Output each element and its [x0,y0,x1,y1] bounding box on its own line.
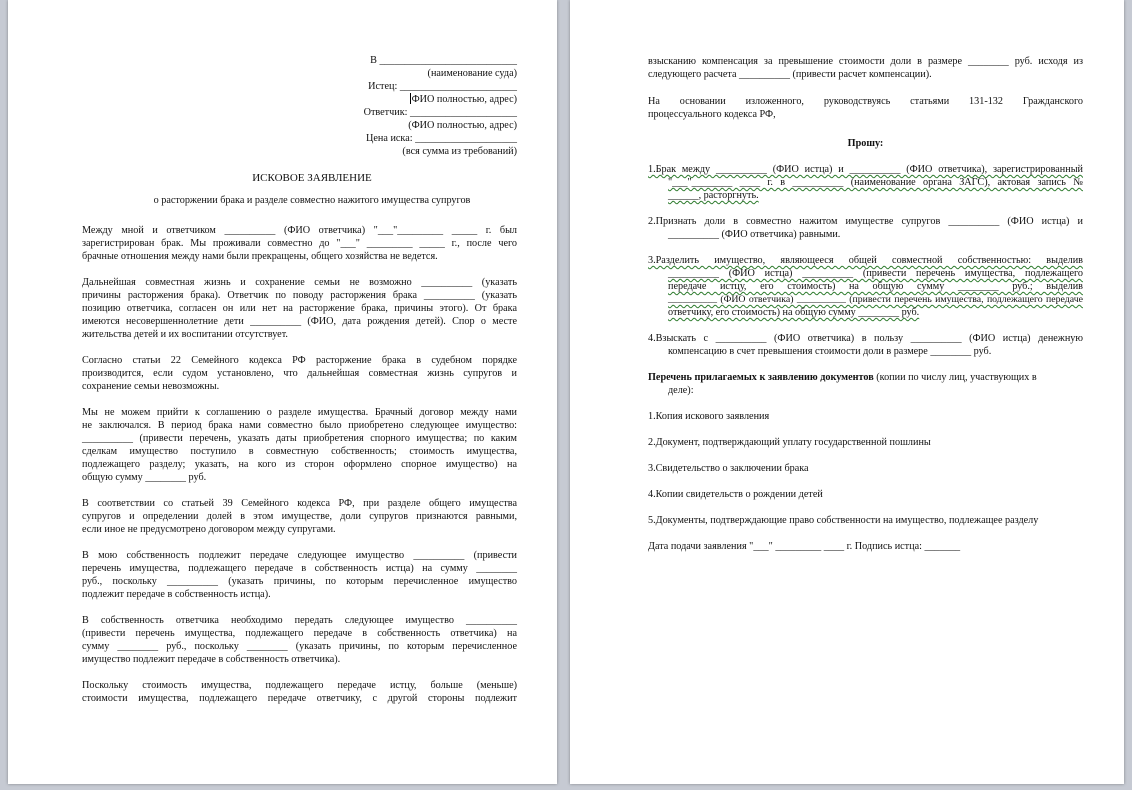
request-item-3: 3.Разделить имущество, являющееся общей совместной собственностью: выделив [648,255,1083,266]
paragraph-line: сумму ________ руб., поскольку ________ (указать причины, по которым перечисленное [82,641,517,652]
paragraph-line: имеются несовершеннолетние дети __________ (ФИО, дата рождения детей). Спор о месте [82,316,517,327]
paragraph-line: (привести перечень имущества, подлежащего передаче в собственность ответчика) на [82,628,517,639]
paragraph-line: стоимости имущества, подлежащего передаче ответчику, с другой стороны подлежит [82,693,517,704]
request-item-4: 4.Взыскать с __________ (ФИО ответчика) в пользу __________ (ФИО истца) денежную [648,333,1083,344]
request-item-2: 2.Признать доли в совместно нажитом имуществе супругов __________ (ФИО истца) и [648,216,1083,227]
claim-price-field[interactable]: Цена иска: ____________________ [366,133,517,144]
request-heading: Прошу: [847,138,884,149]
court-field[interactable]: В ___________________________ [370,55,517,66]
paragraph-line: супругов и определении долей в этом имуществе, доли супругов признаются равными, [82,511,517,522]
text-cursor [410,93,411,104]
paragraph-line: Дальнейшая совместная жизнь и сохранение семьи не возможно __________ (указать [82,277,517,288]
paragraph-line: Согласно статьи 22 Семейного кодекса РФ расторжение брака в судебном порядке [82,355,517,366]
attachment-item: 1.Копия искового заявления [648,411,770,422]
defendant-field[interactable]: Ответчик: _____________________ [363,107,517,118]
paragraph-line: Поскольку стоимость имущества, подлежащего передаче истцу, больше (меньше) [82,680,517,691]
paragraph-line: причины расторжения брака). Ответчик по поводу расторжения брака __________ (указать [82,290,517,301]
paragraph-line: производится, если судом установлено, что дальнейшая совместная жизнь супругов и [82,368,517,379]
document-page-2 [570,0,1124,784]
paragraph-line: перечень имущества, подлежащего передаче в собственность истца) на сумму ________ [82,563,517,574]
document-title: ИСКОВОЕ ЗАЯВЛЕНИЕ [252,172,372,184]
paragraph-line: В мою собственность подлежит передаче следующее имущество __________ (привести [82,550,517,561]
paragraph-line: брачные отношения между нами были прекращены, общего хозяйства не ведется. [82,251,438,262]
defendant-note: (ФИО полностью, адрес) [408,120,517,131]
attachments-heading: Перечень прилагаемых к заявлению документов (копии по числу лиц, участвующих в [648,372,1037,383]
request-item-3-line: передаче истцу, его стоимость) на общую сумму ________ руб.; выделив [668,281,1083,292]
paragraph-line: сделкам имущество поступило в совместную собственность; стоимость имущества, [82,446,517,457]
attachment-item: 4.Копии свидетельств о рождении детей [648,489,823,500]
attachment-item: 2.Документ, подтверждающий уплату государственной пошлины [648,437,931,448]
paragraph-line: подлежащего разделу; указать, на кого из сторон оформлено спорное имущество) на [82,459,517,470]
request-item-3-line: __________ (ФИО ответчика) __________ (привести перечень имущества, подлежащего передаче [668,294,1083,305]
paragraph-line: позицию ответчика, согласен он или нет на расторжение брака, причины этого). От брака [82,303,517,314]
document-subtitle: о расторжении брака и разделе совместно нажитого имущества супругов [153,195,471,206]
attachment-item: 5.Документы, подтверждающие право собственности на имущество, подлежащее разделу [648,515,1039,526]
signature-line: Дата подачи заявления "___" _________ ____ г. Подпись истца: _______ [648,541,961,552]
claim-note: (вся сумма из требований) [402,146,517,157]
paragraph-line: Между мной и ответчиком __________ (ФИО ответчика) "___"_________ _____ г. был [82,225,517,236]
paragraph-line: На основании изложенного, руководствуясь статьями 131-132 Гражданского [648,96,1083,107]
paragraph-line: взысканию компенсация за превышение стоимости доли в размере ________ руб. исходя из [648,56,1083,67]
paragraph-line: не заключался. В период брака нами совместно было приобретено следующее имущество: [82,420,517,431]
plaintiff-note: ФИО полностью, адрес) [411,94,517,105]
paragraph-line: В соответствии со статьей 39 Семейного кодекса РФ, при разделе общего имущества [82,498,517,509]
request-item-1: 1.Брак между __________ (ФИО истца) и __________ (ФИО ответчика), зарегистрированный [648,164,1083,175]
plaintiff-field[interactable]: Истец: _______________________ [368,81,517,92]
paragraph-line: В собственность ответчика необходимо передать следующее имущество __________ [82,615,517,626]
paragraph-line: следующего расчета __________ (привести расчет компенсации). [648,69,932,80]
attachment-item: 3.Свидетельство о заключении брака [648,463,809,474]
request-item-4-line: компенсацию в счет превышения стоимости доли в размере ________ руб. [668,346,992,357]
request-item-3-line: __________ (ФИО истца) __________ (привести перечень имущества, подлежащего [668,268,1083,279]
request-item-3-line: ответчику, его стоимость) на общую сумму ________ руб. [668,307,920,318]
request-item-1-line: ______, расторгнуть. [668,190,759,201]
document-page-1 [8,0,557,784]
paragraph-line: процессуального кодекса РФ, [648,109,776,120]
paragraph-line: если иное не предусмотрено договором между супругами. [82,524,336,535]
paragraph-line: Мы не можем прийти к соглашению о разделе имущества. Брачный договор между нами [82,407,517,418]
paragraph-line: зарегистрирован брак. Мы проживали совместно до "___" _________ _____ г., после чего [82,238,517,249]
request-item-1-line: "___"________ ____ г. в __________ (наименование органа ЗАГС), актовая запись № [668,177,1083,188]
court-note: (наименование суда) [427,68,517,79]
request-item-2-line: __________ (ФИО ответчика) равными. [668,229,841,240]
paragraph-line: подлежит передаче в собственность истца). [82,589,271,600]
paragraph-line: сохранение семьи невозможны. [82,381,220,392]
paragraph-line: имущество подлежит передаче в собственность ответчика). [82,654,341,665]
paragraph-line: жительства детей и их воспитании отсутствует. [82,329,288,340]
paragraph-line: __________ (привести перечень, указать даты приобретения спорного имущества; по каким [82,433,517,444]
paragraph-line: руб., поскольку __________ (указать причины, по которым перечисленное имущество [82,576,517,587]
attachments-heading-line: деле): [668,385,694,396]
paragraph-line: общую сумму ________ руб. [82,472,207,483]
